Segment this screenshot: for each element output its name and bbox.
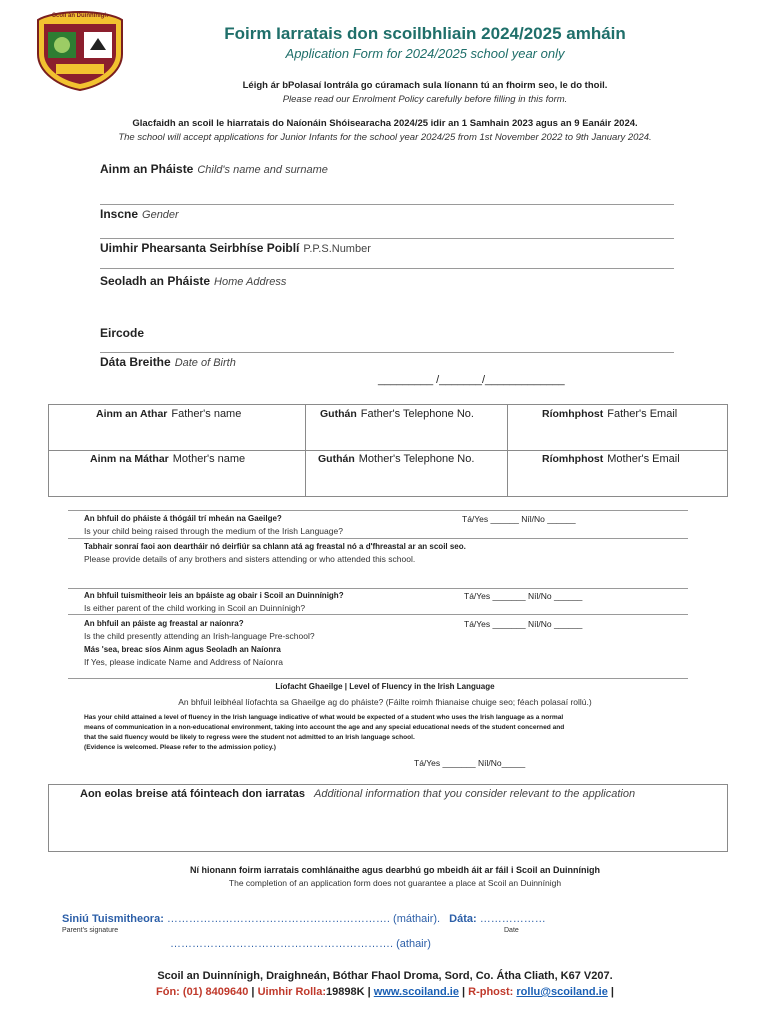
fluency-line: Has your child attained a level of fluency in the Irish language indicative of what would be expected of a student who uses the Irish language as a normal [84, 714, 564, 721]
fluency-question: An bhfuil leibhéal líofachta sa Ghaeilge ag do pháiste? (Fáilte roimh fhianaise chuige seo; féach polasaí rollú.) [178, 697, 592, 707]
eircode-label: Eircode [100, 326, 145, 340]
father-phone-cell[interactable] [320, 408, 474, 420]
dates-ga: Glacfaidh an scoil le hiarratais do Naíonáin Shóisearacha 2024/25 idir an 1 Samhain 2023 agus an 9 Eanáir 2024. [132, 118, 638, 129]
email-link[interactable]: rollu@scoiland.ie [516, 986, 608, 998]
roll-number: 19898K [326, 986, 365, 998]
separator: | [458, 986, 469, 998]
pps-field[interactable] [100, 241, 371, 255]
gender-field[interactable] [100, 207, 179, 221]
father-name-cell[interactable] [96, 408, 241, 420]
divider [100, 204, 674, 205]
signature-line-mother[interactable] [62, 913, 546, 925]
form-subtitle: Application Form for 2024/2025 school year only [285, 46, 565, 61]
irish-raised-yes-no[interactable]: Tá/Yes ______ Níl/No ______ [462, 514, 576, 524]
footer-address: Scoil an Duinnínigh, Draighneán, Bóthar Fhaol Droma, Sord, Co. Átha Cliath, K67 V207. [157, 970, 613, 982]
gender-label: Inscne [100, 207, 139, 221]
crest-motto: Scoil an Duinnínigh [52, 13, 108, 19]
date-label: Dáta: [449, 913, 480, 925]
fluency-line: means of communication in a non-educational environment, taking into account the age and any special educational needs of the student concerned and [84, 724, 565, 731]
irish-raised-ga: An bhfuil do pháiste á thógáil trí mheán na Gaeilge? [84, 514, 282, 523]
disclaimer-en: The completion of an application form does not guarantee a place at Scoil an Duinnínigh [228, 878, 562, 888]
phone-label: Fón: [156, 986, 183, 998]
parent-work-en: Is either parent of the child working in Scoil an Duinnínigh? [84, 603, 306, 613]
divider [68, 538, 688, 539]
address-sublabel: Home Address [214, 276, 287, 288]
siblings-ga: Tabhair sonraí faoi aon deartháir nó deirfiúr sa chlann atá ag freastal nó a d'fhreastal ar an scoil seo. [84, 542, 466, 551]
dates-en: The school will accept applications for Junior Infants for the school year 2024/25 from 1st November 2022 to 9th January 2024. [118, 132, 652, 143]
separator: | [607, 986, 614, 998]
fluency-line: that the said fluency would be likely to regress were the student not admitted to an Irish language school. [84, 734, 415, 741]
separator: | [248, 986, 258, 998]
father-email-sublabel: Father's Email [607, 408, 678, 420]
father-email-label: Ríomhphost [542, 408, 604, 420]
preschool-en: Is the child presently attending an Irish-language Pre-school? [84, 631, 315, 641]
footer-contact [0, 986, 770, 998]
father-email-cell[interactable] [542, 408, 677, 420]
signature-dots: ……………………………………………………. (máthair). [166, 913, 441, 925]
additional-ga: Aon eolas breise atá fóinteach don iarratas [80, 788, 305, 800]
fluency-paragraph [84, 713, 704, 753]
mother-email-sublabel: Mother's Email [607, 453, 680, 465]
mother-phone-cell[interactable] [318, 453, 474, 465]
policy-ga: Léigh ár bPolasaí Iontrála go cúramach sula líonann tú an fhoirm seo, le do thoil. [242, 80, 608, 91]
child-name-field[interactable] [100, 162, 328, 176]
fluency-heading: Líofacht Ghaeilge | Level of Fluency in the Irish Language [275, 682, 495, 691]
naionra-ga: Más 'sea, breac síos Ainm agus Seoladh an Naíonra [84, 645, 281, 654]
father-name-label: Ainm an Athar [96, 408, 168, 420]
mother-name-cell[interactable] [90, 453, 245, 465]
irish-raised-en: Is your child being raised through the medium of the Irish Language? [84, 526, 343, 536]
divider [100, 268, 674, 269]
date-dots: ……………… [479, 913, 546, 925]
phone-number: (01) 8409640 [182, 986, 249, 998]
address-label: Seoladh an Pháiste [100, 274, 211, 288]
signature-line-father[interactable]: ……………………………………………………. (athair) [170, 938, 431, 950]
roll-label: Uimhir Rolla: [257, 986, 327, 998]
preschool-yes-no[interactable]: Tá/Yes _______ Níl/No ______ [464, 619, 583, 629]
divider [68, 588, 688, 589]
father-name-sublabel: Father's name [171, 408, 242, 420]
dob-label: Dáta Breithe [100, 355, 171, 369]
email-label: R-phost: [468, 986, 517, 998]
pps-label: Uimhir Phearsanta Seirbhíse Poiblí [100, 241, 300, 255]
disclaimer-ga: Ní hionann foirm iarratais comhlánaithe agus dearbhú go mbeidh áit ar fáil i Scoil an Duinnínigh [189, 865, 601, 875]
eircode-field[interactable] [100, 326, 144, 340]
divider [68, 510, 688, 511]
fluency-line: (Evidence is welcomed. Please refer to the admission policy.) [84, 744, 276, 751]
website-link[interactable]: www.scoiland.ie [373, 986, 459, 998]
parent-signature-note: Parent's signature [62, 927, 119, 934]
date-note: Date [504, 927, 519, 934]
mother-email-label: Ríomhphost [542, 453, 604, 465]
mother-phone-label: Guthán [318, 453, 355, 465]
mother-name-label: Ainm na Máthar [90, 453, 169, 465]
child-name-label: Ainm an Pháiste [100, 162, 194, 176]
preschool-ga: An bhfuil an páiste ag freastal ar naíonra? [84, 619, 244, 628]
father-phone-sublabel: Father's Telephone No. [360, 408, 474, 420]
dob-sublabel: Date of Birth [174, 357, 236, 369]
signature-label: Siniú Tuismitheora: [62, 913, 167, 925]
parent-work-ga: An bhfuil tuismitheoir leis an bpáiste ag obair i Scoil an Duinnínigh? [84, 591, 344, 600]
separator: | [364, 986, 374, 998]
pps-sublabel: P.P.S.Number [303, 243, 371, 255]
address-field[interactable] [100, 274, 286, 288]
dob-blank[interactable]: _________ /_______/_____________ [378, 374, 565, 386]
child-name-sublabel: Child's name and surname [197, 164, 328, 176]
divider [68, 678, 688, 679]
divider [100, 352, 674, 353]
father-phone-label: Guthán [320, 408, 357, 420]
fluency-yes-no[interactable]: Tá/Yes _______ Níl/No_____ [414, 758, 526, 768]
mother-email-cell[interactable] [542, 453, 680, 465]
parent-work-yes-no[interactable]: Tá/Yes _______ Níl/No ______ [464, 591, 583, 601]
gender-sublabel: Gender [142, 209, 179, 221]
divider [68, 614, 688, 615]
policy-en: Please read our Enrolment Policy carefully before filling in this form. [282, 94, 568, 105]
divider [100, 238, 674, 239]
dob-field[interactable] [100, 355, 236, 369]
additional-info-label [80, 788, 635, 800]
mother-phone-sublabel: Mother's Telephone No. [358, 453, 475, 465]
additional-en: Additional information that you consider relevant to the application [314, 788, 636, 800]
form-title: Foirm Iarratais don scoilbhliain 2024/2025 amháin [224, 24, 626, 43]
mother-name-sublabel: Mother's name [172, 453, 246, 465]
naionra-en: If Yes, please indicate Name and Address of Naíonra [84, 657, 283, 667]
siblings-en: Please provide details of any brothers and sisters attending or who attended this school. [84, 554, 416, 564]
